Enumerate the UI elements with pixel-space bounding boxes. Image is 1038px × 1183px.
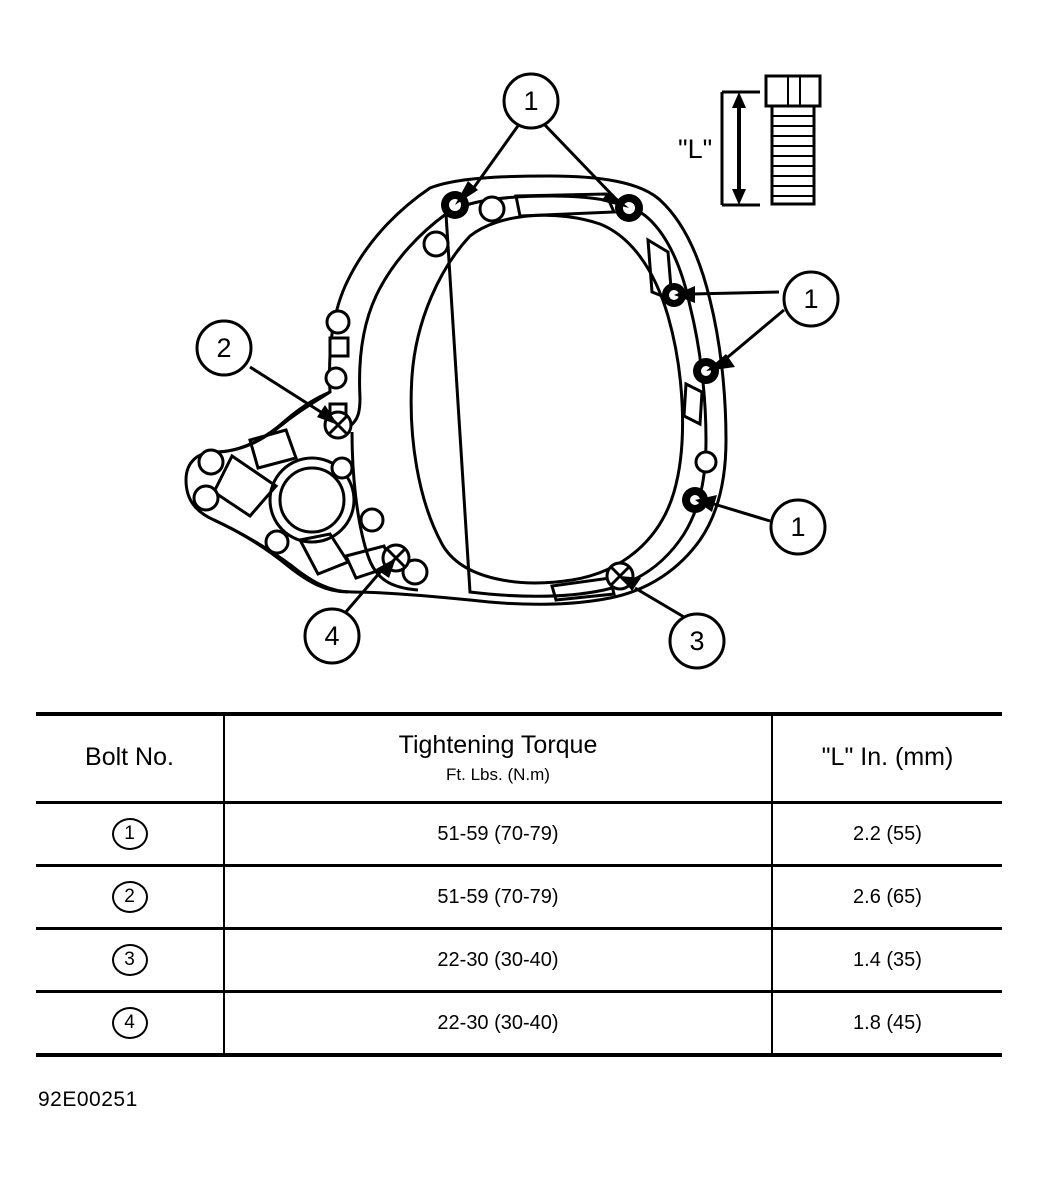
cell-torque: 51-59 (70-79) [224, 803, 772, 866]
cell-length: 2.6 (65) [772, 866, 1002, 929]
callout-label-3: 3 [689, 626, 705, 656]
bolt-length-reference [678, 76, 820, 205]
cell-bolt-no [36, 866, 224, 929]
bolt-number-badge: 3 [112, 944, 148, 976]
cell-length: 1.4 (35) [772, 929, 1002, 992]
callout-label-2: 2 [216, 333, 232, 363]
table-row [36, 929, 1002, 992]
bolt-icon [766, 76, 820, 204]
header-tightening-torque [224, 714, 772, 803]
cell-bolt-no [36, 992, 224, 1056]
cell-length: 1.8 (45) [772, 992, 1002, 1056]
figure-code: 92E00251 [38, 1088, 138, 1111]
cell-bolt-no [36, 803, 224, 866]
table-row [36, 992, 1002, 1056]
header-bolt-no [36, 714, 224, 803]
cell-torque: 22-30 (30-40) [224, 929, 772, 992]
header-tightening-torque-units: Ft. Lbs. (N.m) [446, 765, 550, 785]
bolt-positions [325, 191, 719, 589]
callout-label-4: 4 [324, 621, 340, 651]
length-dimension-label: "L" [678, 134, 713, 164]
bolt-number-badge: 2 [112, 881, 148, 913]
header-tightening-torque-text: Tightening Torque [398, 731, 598, 759]
bolt-number-badge: 1 [112, 818, 148, 850]
torque-specification-table [36, 712, 1002, 1057]
table-header-row [36, 714, 1002, 803]
header-bolt-no-text: Bolt No. [85, 743, 174, 771]
header-length-text: "L" In. (mm) [821, 743, 954, 771]
cell-torque: 22-30 (30-40) [224, 992, 772, 1056]
table-row [36, 803, 1002, 866]
callout-label-1c: 1 [790, 512, 806, 542]
cell-torque: 51-59 (70-79) [224, 866, 772, 929]
cell-bolt-no [36, 929, 224, 992]
table-row [36, 866, 1002, 929]
cell-length: 2.2 (55) [772, 803, 1002, 866]
header-length [772, 714, 1002, 803]
callout-label-1b: 1 [803, 284, 819, 314]
callout-label-1a: 1 [523, 86, 539, 116]
bolt-number-badge: 4 [112, 1007, 148, 1039]
callout-bubbles [197, 74, 838, 668]
